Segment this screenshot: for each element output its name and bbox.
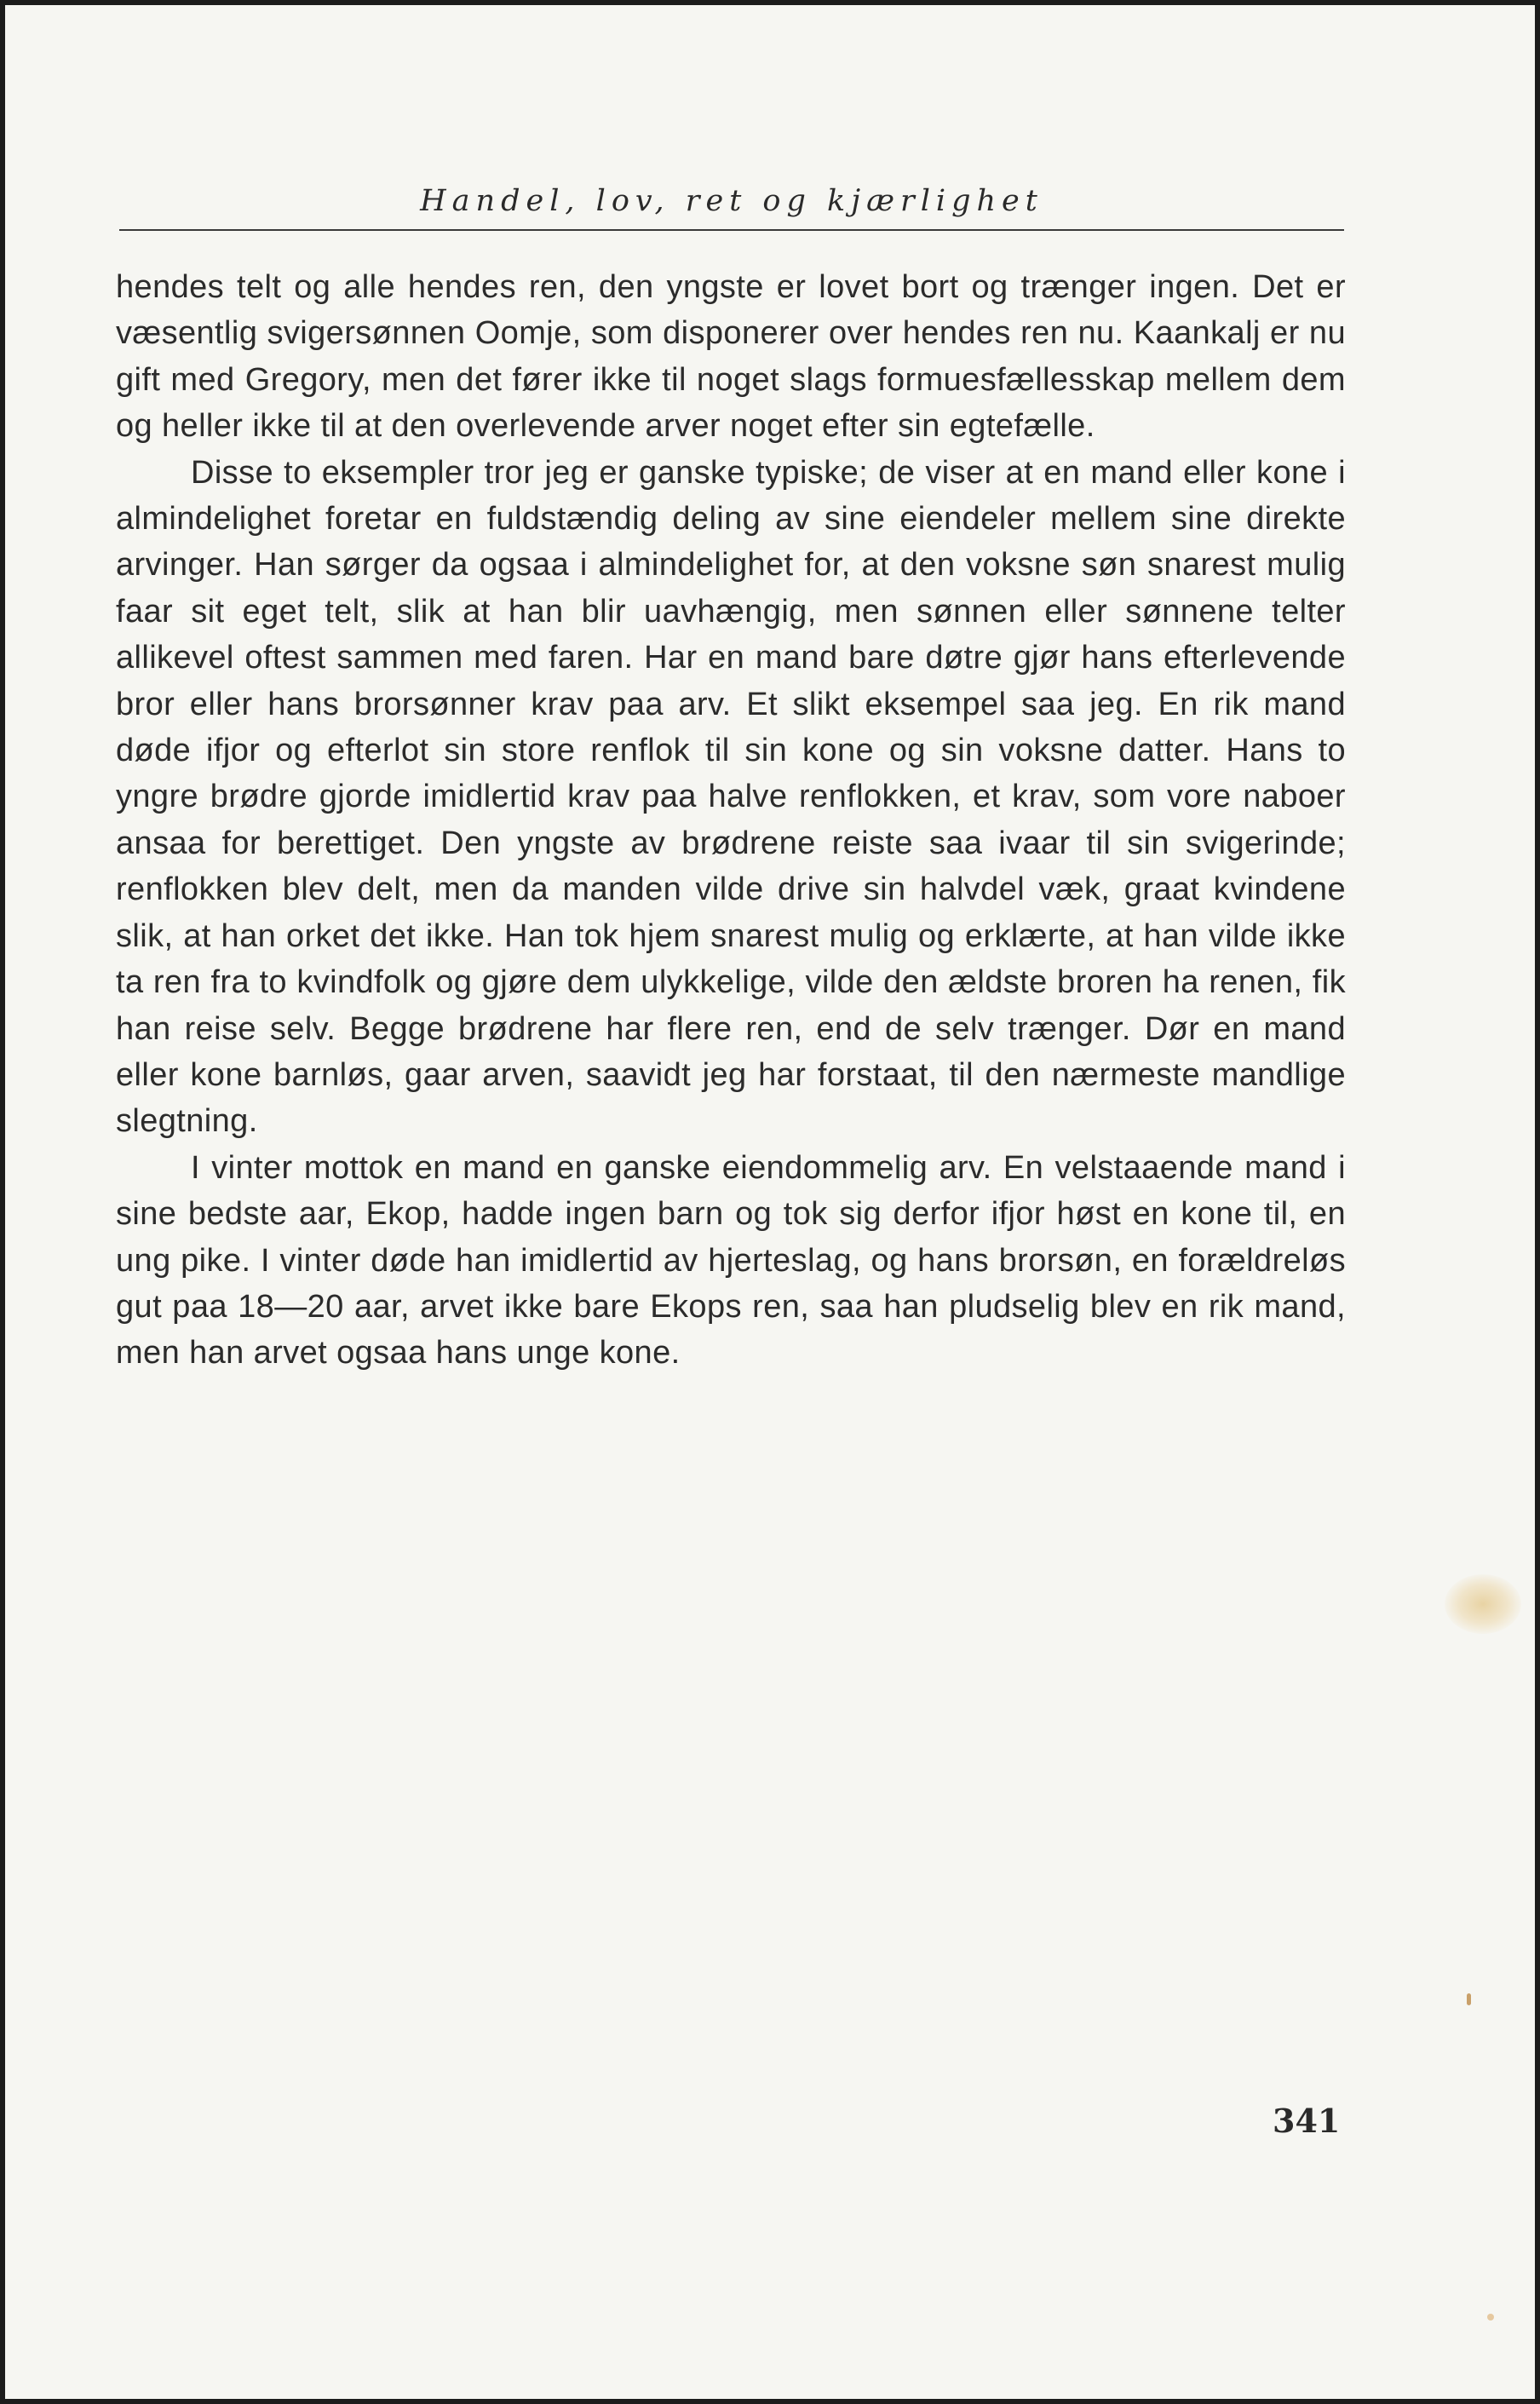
- body-text: [116, 264, 1346, 1377]
- paper-speck: [1487, 2314, 1494, 2321]
- paragraph-3: I vinter mottok en mand en ganske eiendommelig arv. En velstaaende mand i sine bedste aar, Ekop, hadde ingen barn og tok sig derfor ifjor høst en kone til, en ung pike. I vinter døde han imidlertid av hjerteslag, og hans brorsøn, en forældreløs gut paa 18—20 aar, arvet ikke bare Ekops ren, saa han pludselig blev en rik mand, men han arvet ogsaa hans unge kone.: [116, 1149, 1346, 1372]
- paper-stain: [1445, 1574, 1521, 1634]
- document-page: [5, 5, 1535, 2399]
- header-rule: [119, 229, 1344, 231]
- paper-speck: [1467, 1993, 1471, 2005]
- running-head: Handel, lov, ret og kjærlighet: [420, 184, 1043, 218]
- paragraph-2: Disse to eksempler tror jeg er ganske typiske; de viser at en mand eller kone i almindelighet foretar en fuldstændig deling av sine eiendeler mellem sine direkte arvinger. Han sørger da ogsaa i almindelighet for, at den voksne søn snarest mulig faar sit eget telt, slik at han blir uavhængig, men sønnen eller sønnene telter allikevel oftest sammen med faren. Har en mand bare døtre gjør hans efterlevende bror eller hans brorsønner krav paa arv. Et slikt eksempel saa jeg. En rik mand døde ifjor og efterlot sin store renflok til sin kone og sin voksne datter. Hans to yngre brødre gjorde imidlertid krav paa halve renflokken, et krav, som vore naboer ansaa for berettiget. Den yngste av brødrene reiste saa ivaar til sin svigerinde; renflokken blev delt, men da manden vilde drive sin halvdel væk, graat kvindene slik, at han orket det ikke. Han tok hjem snarest mulig og erklærte, at han vilde ikke ta ren fra to kvindfolk og gjøre dem ulykkelige, vilde den ældste broren ha renen, fik han reise selv. Begge brødrene har flere ren, end de selv trænger. Dør en mand eller kone barnløs, gaar arven, saavidt jeg har forstaat, til den nærmeste mandlige slegtning.: [116, 454, 1346, 1140]
- page-number: 341: [1273, 2102, 1341, 2140]
- paragraph-1: hendes telt og alle hendes ren, den yngste er lovet bort og trænger ingen. Det er væsentlig svigersønnen Oomje, som disponerer over hendes ren nu. Kaankalj er nu gift med Gregory, men det fører ikke til noget slags formuesfællesskap mellem dem og heller ikke til at den overlevende arver noget efter sin egtefælle.: [116, 269, 1346, 445]
